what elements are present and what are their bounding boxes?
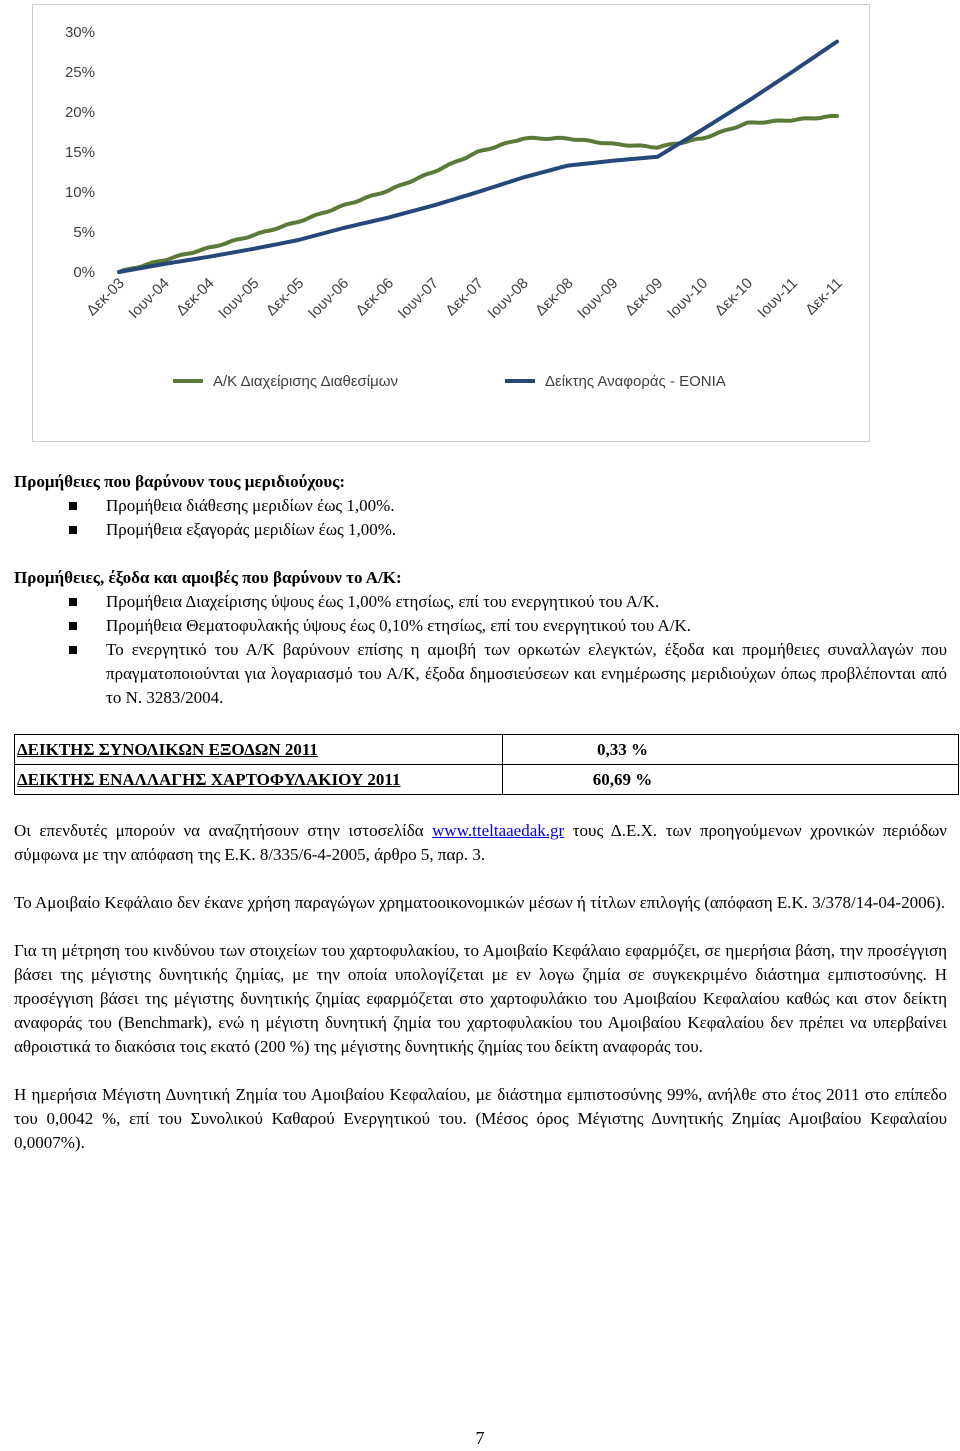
x-tick-label: Δεκ-07 xyxy=(442,274,487,320)
y-tick-label: 20% xyxy=(64,104,95,121)
x-tick-label: Ιουν-07 xyxy=(394,274,442,323)
x-tick-label: Ιουν-10 xyxy=(663,274,712,323)
document-body xyxy=(14,470,947,1155)
x-tick-label: Δεκ-10 xyxy=(711,274,757,320)
table-cell-value: 60,69 % xyxy=(503,765,959,795)
table-row xyxy=(15,735,959,765)
page-number: 7 xyxy=(475,1428,485,1448)
x-tick-label: Δεκ-06 xyxy=(352,274,398,320)
section-heading-fund-fees: Προμήθειες, έξοδα και αμοιβές που βαρύνουν το Α/Κ: xyxy=(14,568,402,587)
x-tick-label: Δεκ-05 xyxy=(262,274,308,320)
series-line xyxy=(119,42,837,272)
list-item: Προμήθεια εξαγοράς μεριδίων έως 1,00%. xyxy=(14,518,947,542)
section-heading-unitholder-fees: Προμήθειες που βαρύνουν τους μεριδιούχους: xyxy=(14,472,346,491)
x-tick-label: Δεκ-04 xyxy=(173,274,218,320)
x-tick-label: Ιουν-11 xyxy=(754,274,801,322)
bullet-square-icon xyxy=(69,598,77,606)
bullet-square-icon xyxy=(69,526,77,534)
table-cell-label: ΔΕΙΚΤΗΣ ΕΝΑΛΛΑΓΗΣ ΧΑΡΤΟΦΥΛΑΚΙΟΥ 2011 xyxy=(15,765,503,795)
indices-table xyxy=(14,734,959,795)
list-item: Προμήθεια διάθεσης μεριδίων έως 1,00%. xyxy=(14,494,947,518)
x-tick-label: Δεκ-11 xyxy=(802,274,846,319)
x-tick-label: Ιουν-04 xyxy=(125,274,173,323)
paragraph-var-result: Η ημερήσια Μέγιστη Δυνητική Ζημία του Αμοιβαίου Κεφαλαίου, με διάστημα εμπιστοσύνης 99%, ανήλθε στο έτος 2011 στο επίπεδο του 0,0042 %, επί του Συνολικού Καθαρού Ενεργητικού του. (Μέσος όρος Μέγιστης Δυνητικής Ζημίας Αμοιβαίου Κεφαλαίου 0,0007%). xyxy=(14,1085,947,1152)
website-link[interactable]: www.tteltaaedak.gr xyxy=(432,821,565,840)
y-tick-label: 30% xyxy=(64,24,95,41)
bullet-square-icon xyxy=(69,502,77,510)
x-tick-label: Ιουν-05 xyxy=(215,274,263,323)
list-item: Το ενεργητικό του Α/Κ βαρύνουν επίσης η αμοιβή των ορκωτών ελεγκτών, έξοδα και προμήθειες συναλλαγών που πραγματοποιούνται για λογαριασμό του Α/Κ, έξοδα δημοσιεύσεων και ενημέρωσης μεριδιούχων όπως προβλέπονται από το Ν. 3283/2004. xyxy=(14,638,947,710)
table-cell-label: ΔΕΙΚΤΗΣ ΣΥΝΟΛΙΚΩΝ ΕΞΟΔΩΝ 2011 xyxy=(15,735,503,765)
performance-chart xyxy=(32,4,870,442)
y-tick-label: 0% xyxy=(73,264,95,281)
legend-label: Δείκτης Αναφοράς - EONIA xyxy=(545,373,726,390)
y-tick-label: 15% xyxy=(64,144,95,161)
x-tick-label: Ιουν-09 xyxy=(574,274,622,323)
paragraph-risk-measurement: Για τη μέτρηση του κινδύνου των στοιχείων του χαρτοφυλακίου, το Αμοιβαίο Κεφάλαιο εφαρμόζει, σε ημερήσια βάση, την προσέγγιση βάσει της μέγιστης δυνητικής ζημίας, με την οποία υπολογίζεται με εν λογω ζημία σε συγκεκριμένο διάστημα εμπιστοσύνης. Η προσέγγιση βάσει της μέγιστης δυνητικής ζημίας εφαρμόζεται στο χαρτοφυλάκιο του Αμοιβαίου Κεφαλαίου καθώς και στον δείκτη αναφοράς του (Benchmark), ενώ η μέγιστη δυνητική ζημία του χαρτοφυλακίου του Αμοιβαίου Κεφαλαίου δεν πρέπει να υπερβαίνει αθροιστικά το διακόσια τοις εκατό (200 %) της μέγιστης δυνητικής ζημίας του δείκτη αναφοράς του. xyxy=(14,941,947,1056)
legend-label: Α/Κ Διαχείρισης Διαθεσίμων xyxy=(213,373,398,390)
table-row xyxy=(15,765,959,795)
bullet-square-icon xyxy=(69,622,77,630)
unitholder-fees-list xyxy=(14,494,947,542)
list-item: Προμήθεια Θεματοφυλακής ύψους έως 0,10% ετησίως, επί του ενεργητικού του Α/Κ. xyxy=(14,614,947,638)
bullet-square-icon xyxy=(69,646,77,654)
paragraph-derivatives: Το Αμοιβαίο Κεφάλαιο δεν έκανε χρήση παραγώγων χρηματοοικονομικών μέσων ή τίτλων επιλογής (απόφαση Ε.Κ. 3/378/14-04-2006). xyxy=(14,893,945,912)
x-tick-label: Δεκ-03 xyxy=(83,274,128,320)
line-chart-svg xyxy=(33,5,869,441)
y-tick-label: 25% xyxy=(64,64,95,81)
x-tick-label: Δεκ-08 xyxy=(532,274,577,320)
x-tick-label: Δεκ-09 xyxy=(621,274,667,320)
y-tick-label: 5% xyxy=(73,224,95,241)
y-tick-label: 10% xyxy=(64,184,95,201)
paragraph-website: Οι επενδυτές μπορούν να αναζητήσουν στην ιστοσελίδα www.tteltaaedak.gr τους Δ.Ε.Χ. των προηγούμενων χρονικών περιόδων σύμφωνα με την απόφαση της Ε.Κ. 8/335/6-4-2005, άρθρο 5, παρ. 3. xyxy=(14,821,947,864)
x-tick-label: Ιουν-08 xyxy=(484,274,532,323)
list-item: Προμήθεια Διαχείρισης ύψους έως 1,00% ετησίως, επί του ενεργητικού του Α/Κ. xyxy=(14,590,947,614)
x-tick-label: Ιουν-06 xyxy=(304,274,353,323)
fund-fees-list xyxy=(14,590,947,710)
table-cell-value: 0,33 % xyxy=(503,735,959,765)
